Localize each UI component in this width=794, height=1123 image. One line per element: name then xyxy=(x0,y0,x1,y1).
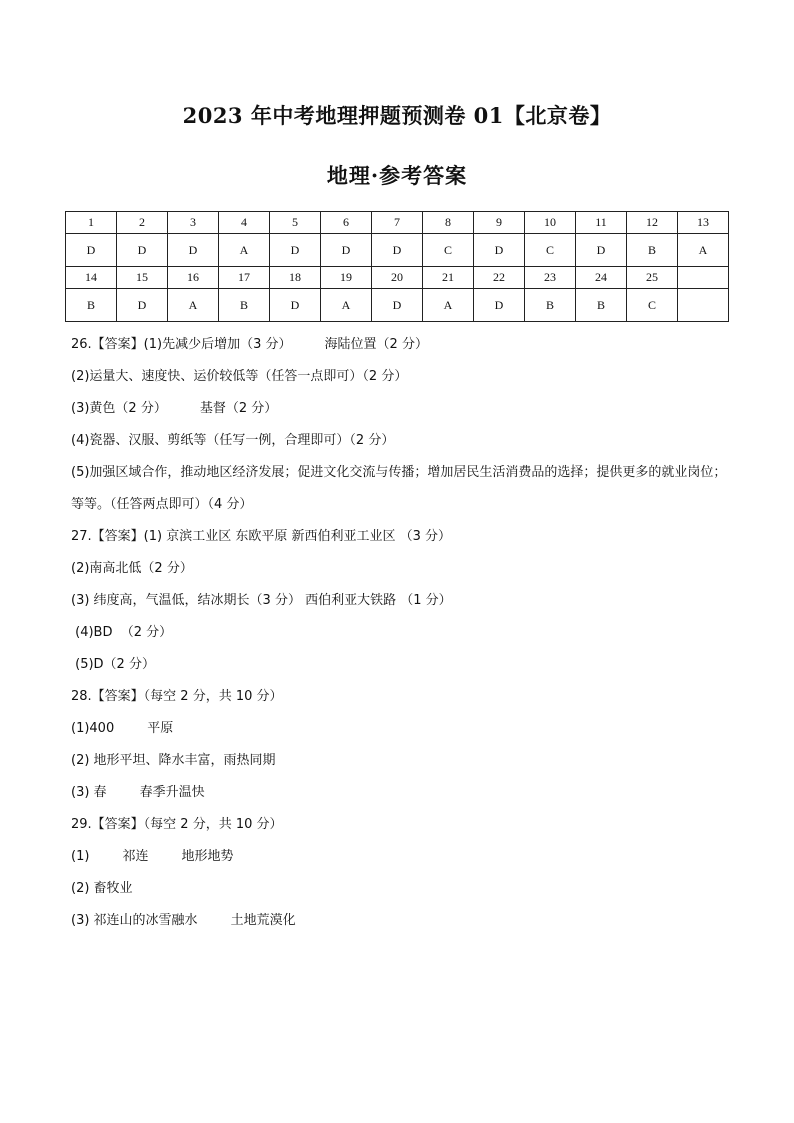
table-cell: B xyxy=(576,289,627,322)
table-cell: B xyxy=(66,289,117,322)
question-number-row xyxy=(66,267,729,289)
table-cell: 11 xyxy=(576,212,627,234)
table-cell: 17 xyxy=(219,267,270,289)
table-cell: 14 xyxy=(66,267,117,289)
table-cell: D xyxy=(576,234,627,267)
answer-line: (2)运量大、速度快、运价较低等（任答一点即可）（2 分） xyxy=(71,369,408,384)
table-cell: D xyxy=(168,234,219,267)
table-cell: B xyxy=(627,234,678,267)
table-cell: A xyxy=(423,289,474,322)
table-cell xyxy=(678,267,729,289)
table-cell: 10 xyxy=(525,212,576,234)
table-cell: 15 xyxy=(117,267,168,289)
answer-line: (3) 祁连山的冰雪融水 土地荒漠化 xyxy=(71,913,296,928)
answer-line: (3) 春 春季升温快 xyxy=(71,785,205,800)
answer-table xyxy=(65,211,729,322)
answer-line: (4)BD （2 分） xyxy=(71,625,173,640)
table-cell: 6 xyxy=(321,212,372,234)
table-cell: D xyxy=(372,234,423,267)
table-cell: A xyxy=(321,289,372,322)
table-cell: D xyxy=(270,289,321,322)
answer-line: 26.【答案】(1)先减少后增加（3 分） 海陆位置（2 分） xyxy=(71,337,428,352)
table-cell: 4 xyxy=(219,212,270,234)
answer-row xyxy=(66,289,729,322)
table-cell: 9 xyxy=(474,212,525,234)
table-cell: 12 xyxy=(627,212,678,234)
table-cell: 16 xyxy=(168,267,219,289)
table-cell: A xyxy=(219,234,270,267)
table-cell: 13 xyxy=(678,212,729,234)
table-cell: D xyxy=(117,234,168,267)
answer-section xyxy=(71,329,731,937)
table-cell: 21 xyxy=(423,267,474,289)
table-cell: A xyxy=(678,234,729,267)
table-cell: 19 xyxy=(321,267,372,289)
table-cell: 23 xyxy=(525,267,576,289)
table-cell: 3 xyxy=(168,212,219,234)
table-cell: 24 xyxy=(576,267,627,289)
answer-row xyxy=(66,234,729,267)
answer-line: (4)瓷器、汉服、剪纸等（任写一例，合理即可）（2 分） xyxy=(71,433,395,448)
answer-line: (3) 纬度高，气温低，结冰期长（3 分） 西伯利亚大铁路 （1 分） xyxy=(71,593,452,608)
table-cell: C xyxy=(525,234,576,267)
table-cell: D xyxy=(117,289,168,322)
table-cell: 1 xyxy=(66,212,117,234)
table-cell: D xyxy=(372,289,423,322)
table-cell: 22 xyxy=(474,267,525,289)
table-cell: 25 xyxy=(627,267,678,289)
question-number-row xyxy=(66,212,729,234)
answer-line: (1) 祁连 地形地势 xyxy=(71,849,234,864)
answer-line: (5)加强区域合作，推动地区经济发展；促进文化交流与传播；增加居民生活消费品的选择；提供更多的就业岗位；等等。（任答两点即可）（4 分） xyxy=(71,465,727,512)
table-cell: 18 xyxy=(270,267,321,289)
answer-line: 28.【答案】（每空 2 分，共 10 分） xyxy=(71,689,283,704)
table-cell: 8 xyxy=(423,212,474,234)
table-cell: B xyxy=(219,289,270,322)
table-cell: D xyxy=(474,289,525,322)
table-cell: C xyxy=(423,234,474,267)
table-cell: B xyxy=(525,289,576,322)
table-cell: A xyxy=(168,289,219,322)
document-subtitle: 地理·参考答案 xyxy=(326,163,468,188)
document-title: 2023 年中考地理押题预测卷 01【北京卷】 xyxy=(182,103,612,128)
table-cell: D xyxy=(66,234,117,267)
answer-line: (2) 地形平坦、降水丰富，雨热同期 xyxy=(71,753,276,768)
answer-line: (2) 畜牧业 xyxy=(71,881,133,896)
answer-line: 29.【答案】（每空 2 分，共 10 分） xyxy=(71,817,283,832)
table-cell: 20 xyxy=(372,267,423,289)
answer-line: (3)黄色（2 分） 基督（2 分） xyxy=(71,401,278,416)
table-cell xyxy=(678,289,729,322)
answer-line: 27.【答案】(1) 京滨工业区 东欧平原 新西伯利亚工业区 （3 分） xyxy=(71,529,452,544)
table-cell: 7 xyxy=(372,212,423,234)
answer-line: (1)400 平原 xyxy=(71,721,174,736)
table-cell: D xyxy=(474,234,525,267)
table-cell: C xyxy=(627,289,678,322)
answer-line: (5)D（2 分） xyxy=(71,657,155,672)
table-cell: D xyxy=(270,234,321,267)
answer-line: (2)南高北低（2 分） xyxy=(71,561,193,576)
table-cell: D xyxy=(321,234,372,267)
table-cell: 5 xyxy=(270,212,321,234)
table-cell: 2 xyxy=(117,212,168,234)
